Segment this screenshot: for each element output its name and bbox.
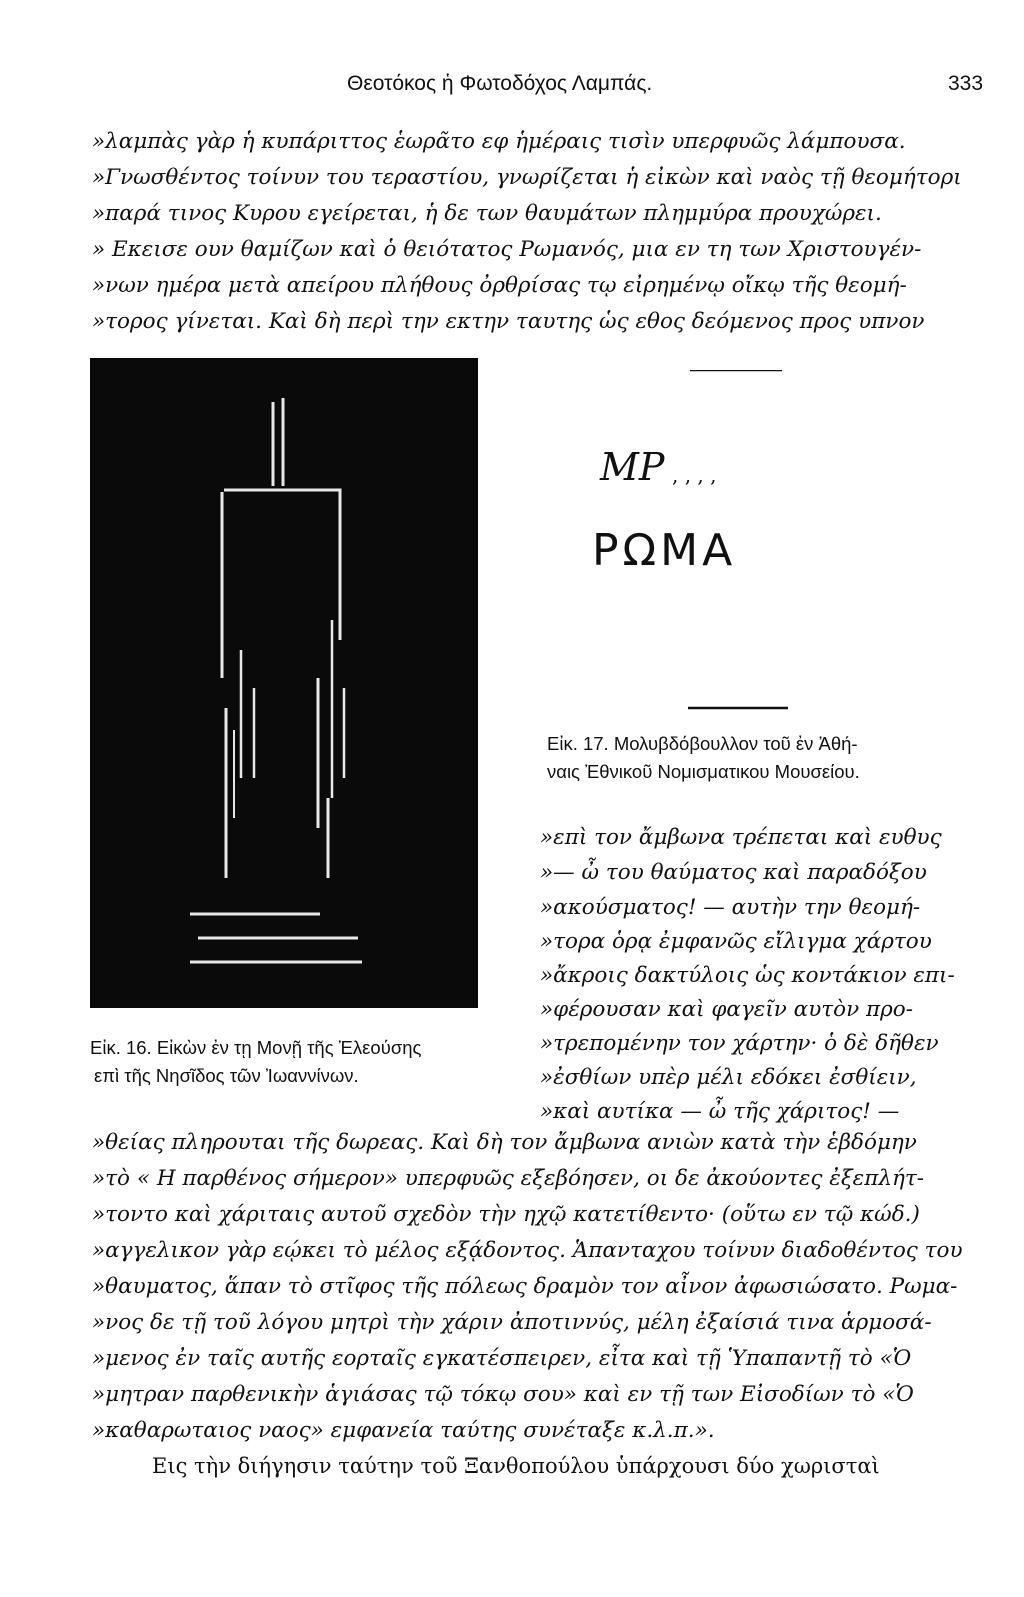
seal-inscription-2: ΡΩΜΑ: [592, 525, 737, 576]
text-line: »τοντο καὶ χάριταις αυτοῦ σχεδὸν τὴν ηχῷ κατετίθεντο· (οὕτω εν τῷ κώδ.): [92, 1202, 920, 1227]
caption-line: επὶ τῆς Νησῖδος τῶν Ἰωαννίνων.: [94, 1065, 359, 1086]
figure-16-image: [90, 358, 478, 1008]
text-line: »καθαρωταιος ναος» εμφανεία ταύτης συνέταξε κ.λ.π.».: [92, 1418, 715, 1443]
text-line: »νων ημέρα μετὰ απείρου πλήθους ὀρθρίσας τῳ εἰρημένῳ οἴκῳ τῆς θεομή-: [92, 273, 907, 298]
svg-text:, , , ,: , , , ,: [672, 463, 717, 487]
caption-line: Εἰκ. 17. Μολυβδόβουλλον τοῦ ἐν Ἀθή-: [547, 733, 858, 754]
text-line: »νος δε τῇ τοῦ λόγου μητρὶ τὴν χάριν ἀποτιννύς, μέλη ἐξαίσιά τινα ἁρμοσά-: [92, 1310, 932, 1335]
text-line: »καὶ αυτίκα — ὦ τῆς χάριτος! —: [540, 1099, 900, 1124]
text-line: »μητραν παρθενικὴν ἁγιάσας τῷ τόκῳ σου» καὶ εν τῇ των Εἰσοδίων τὸ «Ὁ: [92, 1382, 914, 1407]
text-line: »τὸ « Η παρθένος σήμερον» υπερφυῶς εξεβόησεν, οι δε ἀκούοντες ἐξεπλήτ-: [92, 1166, 924, 1191]
figure-17-seal: [540, 370, 800, 710]
text-line: »φέρουσαν καὶ φαγεῖν αυτὸν προ-: [540, 997, 913, 1022]
text-line: »παρά τινος Κυρου εγείρεται, ἡ δε των θαυμάτων πλημμύρα προυχώρει.: [92, 201, 882, 226]
text-line: »τορος γίνεται. Καὶ δὴ περὶ την εκτην ταυτης ὡς εθος δεόμενος προς υπνον: [92, 309, 925, 334]
text-line: »ἄκροις δακτύλοις ὡς κοντάκιον επι-: [540, 963, 955, 988]
text-line: »ἐσθίων υπὲρ μέλι εδόκει ἐσθίειν,: [540, 1065, 917, 1090]
text-line: »ακούσματος! — αυτὴν την θεομή-: [540, 895, 921, 920]
running-title: Θεοτόκος ἡ Φωτοδόχος Λαμπάς.: [347, 72, 653, 95]
text-line: »Γνωσθέντος τοίνυν του τεραστίου, γνωρίζεται ἡ εἰκὼν καὶ ναὸς τῇ θεομήτορι: [92, 165, 962, 190]
text-line: »τρεπομένην τον χάρτην· ὁ δὲ δῆθεν: [540, 1031, 939, 1056]
figure-16-caption: [90, 1034, 421, 1090]
text-line: » Εκεισε ουν θαμίζων καὶ ὁ θειότατος Ρωμανός, μια εν τη των Χριστουγέν-: [92, 237, 922, 262]
caption-line: ναις Ἐθνικοῦ Νομισματικου Μουσείου.: [547, 761, 860, 782]
text-line: »θείας πληρουται τῆς δωρεας. Καὶ δὴ τον ἄμβωνα ανιὼν κατὰ τὴν ἑβδόμην: [92, 1130, 917, 1155]
text-line-upright: Εις τὴν διήγησιν ταύτην τοῦ Ξανθοπούλου ὑπάρχουσι δύο χωρισταὶ: [152, 1454, 880, 1478]
caption-line: Εἰκ. 16. Εἰκὼν ἐν τῃ Μονῇ τῆς Ἐλεούσης: [90, 1037, 422, 1058]
figure-17-caption: [547, 730, 860, 786]
seal-inscription-1: ΜΡ: [600, 445, 665, 489]
text-line: »τορα ὁρᾳ ἐμφανῶς εἴλιγμα χάρτου: [540, 929, 932, 954]
text-line: »επὶ τον ἄμβωνα τρέπεται καὶ ευθυς: [540, 825, 942, 850]
text-line: »— ὦ του θαύματος καὶ παραδόξου: [540, 860, 927, 885]
text-line: »λαμπὰς γὰρ ἡ κυπάριττος ἑωρᾶτο εφ ἡμέραις τισὶν υπερφυῶς λάμπουσα.: [92, 129, 906, 154]
text-line: »μενος ἐν ταῖς αυτῆς εορταῖς εγκατέσπειρεν, εἶτα καὶ τῇ Ὑπαπαντῇ τὸ «Ὁ: [92, 1346, 912, 1371]
text-line: »αγγελικον γὰρ εῴκει τὸ μέλος εξᾴδοντος. Ἁπανταχου τοίνυν διαδοθέντος του: [92, 1238, 963, 1263]
text-line: »θαυματος, ἅπαν τὸ στῖφος τῆς πόλεως δραμὸν τον αἶνον ἀφωσιώσατο. Ρωμα-: [92, 1274, 958, 1299]
page-number: 333: [948, 72, 984, 95]
